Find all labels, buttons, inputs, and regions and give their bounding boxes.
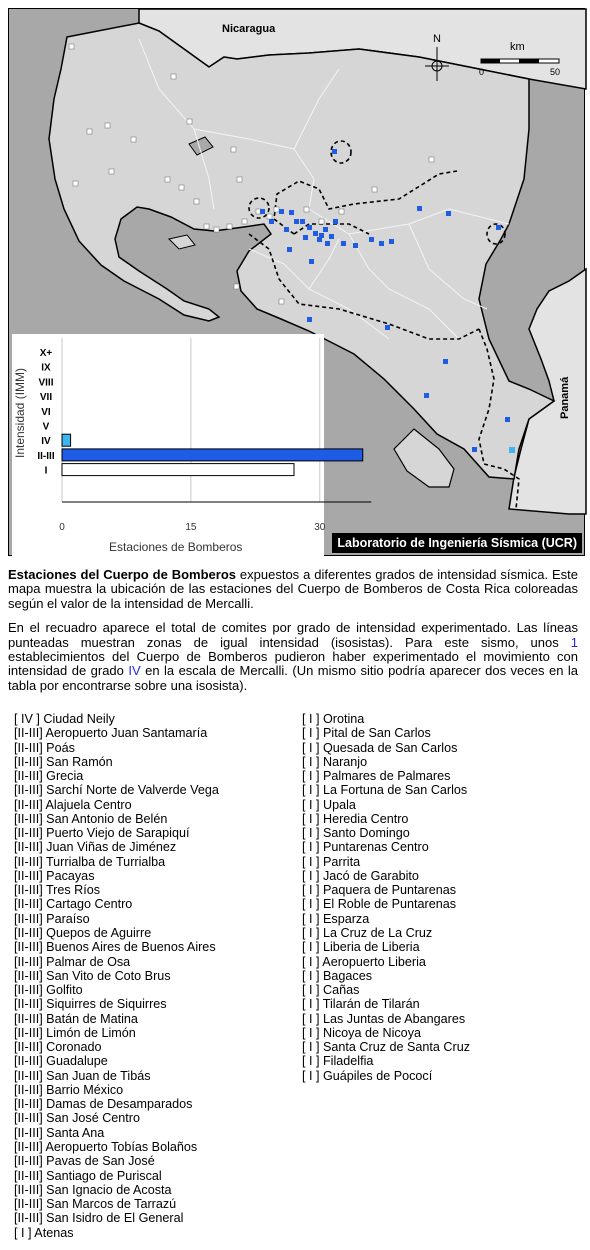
station-list-item: [II-III] San Antonio de Belén [14, 811, 168, 826]
station-list-item: [II-III] Damas de Desamparados [14, 1097, 193, 1112]
station-list-item: [II-III] Turrialba de Turrialba [14, 854, 166, 869]
station-list-item: [ I ] El Roble de Puntarenas [302, 897, 457, 912]
station-list-item: [II-III] San Marcos de Tarrazú [14, 1197, 177, 1212]
category-label: I [44, 465, 48, 477]
station-list-item: [II-III] Limón de Limón [14, 1025, 136, 1040]
station-list-item: [II-III] Cartago Centro [14, 897, 133, 912]
station-list-item: [II-III] Santa Ana [14, 1125, 105, 1140]
station-list-item: [ I ] Orotina [302, 712, 365, 726]
station-list-item: [ IV ] Ciudad Neily [14, 712, 115, 726]
category-label: II-III [37, 450, 55, 462]
station-list-item: [II-III] Santiago de Puriscal [14, 1168, 162, 1183]
paragraph-2-text-b: establecimientos del Cuerpo de Bomberos pudieron haber experimentado el movimiento con intensidad de grado [8, 649, 578, 679]
map-panel [8, 8, 585, 556]
station-list-item: [II-III] Pavas de San José [14, 1154, 155, 1169]
station-list-right [302, 712, 470, 1083]
station-list-item: [ I ] Paquera de Puntarenas [302, 883, 457, 898]
station-list-item: [II-III] Coronado [14, 1040, 102, 1055]
station-intensity-iv [509, 447, 515, 453]
station-list-item: [ I ] Liberia de Liberia [302, 940, 420, 955]
station-list-item: [ I ] Jacó de Garabito [302, 868, 419, 883]
bar-i [62, 464, 294, 476]
bar-iv [62, 434, 71, 446]
station-list-item: [ I ] La Fortuna de San Carlos [302, 783, 468, 798]
x-tick-label: 15 [185, 522, 197, 533]
station-list-item: [ I ] Nicoya de Nicoya [302, 1025, 421, 1040]
station-count: 1 [570, 634, 578, 650]
heading-text: Estaciones del Cuerpo de Bomberos [8, 567, 237, 582]
station-list-item: [II-III] Quepos de Aguirre [14, 925, 152, 940]
station-list-item: [II-III] San Vito de Coto Brus [14, 968, 171, 983]
bar-ii-iii [62, 449, 363, 461]
category-label: IV [41, 436, 51, 448]
station-list-item: [ I ] Santo Domingo [302, 826, 410, 841]
panama-label: Panamá [559, 376, 571, 419]
station-list-item: [II-III] San Ignacio de Acosta [14, 1182, 172, 1197]
station-list-item: [II-III] Grecia [14, 769, 84, 784]
category-label: X+ [39, 348, 53, 359]
station-list-left [14, 712, 219, 1240]
station-list-item: [II-III] Golfito [14, 983, 83, 998]
station-list-item: [ I ] Esparza [302, 911, 370, 926]
station-list-item: [ I ] Palmares de Palmares [302, 769, 451, 784]
paragraph-2-text-c: en la escala de Mercalli. (Un mismo sitio podría aparecer dos veces en la tabla por encontrarse sobre una isosista). [8, 663, 578, 693]
category-label: VI [41, 406, 51, 418]
scale-bar [481, 59, 559, 63]
station-list-item: [II-III] Tres Ríos [14, 883, 101, 898]
station-list-item: [II-III] San Ramón [14, 754, 113, 769]
category-label: VIII [38, 377, 54, 389]
station-list-item: [II-III] Guadalupe [14, 1054, 108, 1069]
paragraph-2 [8, 621, 578, 693]
station-list-item: [II-III] San Isidro de El General [14, 1211, 184, 1226]
gulf-island [169, 235, 195, 249]
scale-max-label: 50 [550, 67, 561, 77]
station-list-item: [II-III] Aeropuerto Tobías Bolaños [14, 1139, 198, 1154]
station-list-item: [ I ] Filadelfia [302, 1054, 374, 1069]
nicaragua-label: Nicaragua [222, 23, 276, 35]
x-axis-title: Estaciones de Bomberos [109, 540, 243, 554]
station-list-item: [II-III] Juan Viñas de Jiménez [14, 840, 177, 855]
station-list-item: [ I ] Las Juntas de Abangares [302, 1011, 466, 1026]
station-list-item: [II-III] Paraíso [14, 911, 90, 926]
y-axis-title: Intensidad (IMM) [13, 367, 27, 459]
station-list-item: [ I ] La Cruz de La Cruz [302, 925, 433, 940]
station-list-item: [ I ] Parrita [302, 854, 361, 869]
station-list-item: [ I ] Guápiles de Pococí [302, 1068, 433, 1083]
station-list-item: [II-III] Pacayas [14, 868, 95, 883]
station-list-item: [ I ] Puntarenas Centro [302, 840, 429, 855]
station-list-item: [ I ] Quesada de San Carlos [302, 740, 458, 755]
intensity-grade: IV [128, 663, 141, 679]
category-label: V [42, 421, 50, 433]
station-list-item: [II-III] Buenos Aires de Buenos Aires [14, 940, 216, 955]
station-list-item: [II-III] San José Centro [14, 1111, 140, 1126]
station-list-item: [ I ] Atenas [14, 1225, 74, 1240]
paragraph-1-text: expuestos a diferentes grados de intensidad sísmica. Este mapa muestra la ubicación de las estaciones del Cuerpo de Bomberos de Costa Rica coloreadas según el valor de la intensidad de Mercalli. [8, 567, 578, 611]
intensity-bar-chart [12, 334, 324, 556]
station-list-item: [ I ] Santa Cruz de Santa Cruz [302, 1040, 470, 1055]
station-list-item: [ I ] Upala [302, 797, 356, 812]
x-tick-label: 0 [59, 522, 65, 533]
station-list-item: [II-III] Sarchí Norte de Valverde Vega [14, 783, 219, 798]
category-label: IX [41, 362, 51, 374]
station-list-item: [ I ] Naranjo [302, 754, 368, 769]
description [8, 568, 578, 703]
x-tick-label: 30 [314, 522, 326, 533]
paragraph-1 [8, 568, 578, 611]
station-list-item: [II-III] Batán de Matina [14, 1011, 138, 1026]
paragraph-2-text-a: En el recuadro aparece el total de comites por grado de intensidad experimentado. Las líneas punteadas muestran zonas de igual intensidad (isosistas). Para este sismo, unos [8, 620, 578, 650]
station-list-item: [II-III] Alajuela Centro [14, 797, 132, 812]
station-list-item: [ I ] Bagaces [302, 968, 373, 983]
station-list-item: [ I ] Pital de San Carlos [302, 726, 431, 741]
station-list-item: [II-III] Palmar de Osa [14, 954, 131, 969]
scale-unit-label: km [510, 41, 525, 53]
north-label: N [433, 33, 441, 45]
station-list-item: [ I ] Tilarán de Tilarán [302, 997, 420, 1012]
station-list-item: [II-III] Siquirres de Siquirres [14, 997, 167, 1012]
chart-plot-area [12, 334, 324, 556]
station-list-item: [ I ] Aeropuerto Liberia [302, 954, 426, 969]
station-list-item: [II-III] Aeropuerto Juan Santamaría [14, 726, 208, 741]
station-list-item: [II-III] San Juan de Tibás [14, 1068, 151, 1083]
credit-label: Laboratorio de Ingeniería Sísmica (UCR) [332, 533, 582, 553]
station-list-item: [II-III] Poás [14, 740, 75, 755]
scale-min-label: 0 [479, 67, 485, 77]
station-list-item: [II-III] Puerto Viejo de Sarapiquí [14, 826, 190, 841]
station-list-item: [ I ] Heredia Centro [302, 811, 409, 826]
station-list-item: [ I ] Cañas [302, 983, 360, 998]
station-list-item: [II-III] Barrio México [14, 1082, 124, 1097]
category-label: VII [39, 392, 53, 404]
